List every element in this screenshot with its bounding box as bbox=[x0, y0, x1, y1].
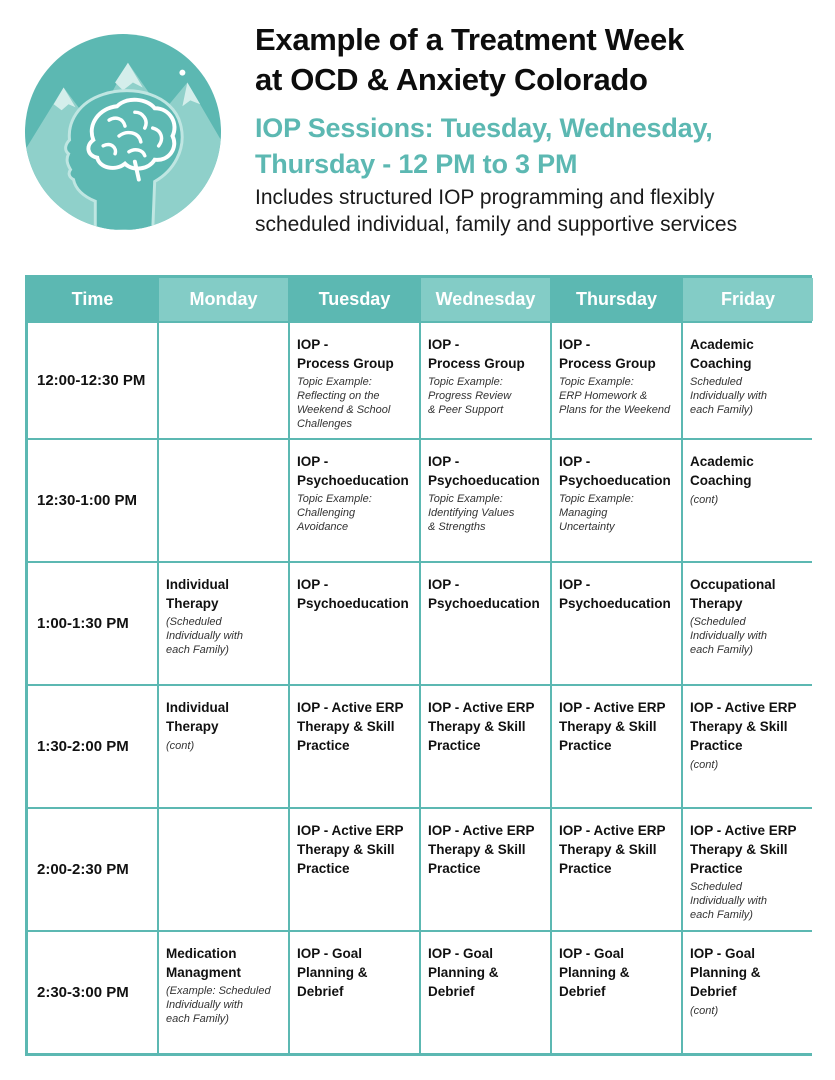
activity-line: Therapy bbox=[166, 596, 219, 611]
note-line: Topic Example: bbox=[428, 376, 503, 388]
activity-note bbox=[166, 984, 284, 1026]
note-line: (cont) bbox=[166, 740, 195, 752]
activity-line: IOP - bbox=[297, 454, 329, 469]
activity-title bbox=[559, 944, 677, 1001]
page-subtitle bbox=[255, 110, 825, 182]
activity-line: IOP - Active ERP bbox=[428, 700, 535, 715]
activity-note bbox=[297, 375, 415, 431]
activity-title bbox=[166, 575, 284, 613]
activity-line: IOP - Active ERP bbox=[559, 700, 666, 715]
activity-title bbox=[428, 575, 546, 613]
schedule-cell bbox=[421, 932, 550, 1053]
activity-title bbox=[559, 698, 677, 755]
note-line: Reflecting on the bbox=[297, 390, 380, 402]
schedule-table bbox=[25, 275, 812, 1056]
activity-line: IOP - bbox=[559, 454, 591, 469]
schedule-cell bbox=[552, 686, 681, 807]
intro-text bbox=[255, 184, 825, 238]
note-line: Topic Example: bbox=[559, 376, 634, 388]
activity-title bbox=[428, 821, 546, 878]
schedule-cell bbox=[290, 809, 419, 930]
intro-line: Includes structured IOP programming and flexibly bbox=[255, 186, 715, 209]
activity-line: Individual bbox=[166, 700, 230, 715]
note-line: each Family) bbox=[690, 909, 753, 921]
note-line: each Family) bbox=[166, 1013, 229, 1025]
page-title bbox=[255, 20, 825, 100]
activity-line: Psychoeducation bbox=[559, 596, 671, 611]
time-cell: 1:00-1:30 PM bbox=[28, 563, 157, 684]
schedule-cell bbox=[683, 323, 813, 438]
note-line: Uncertainty bbox=[559, 521, 615, 533]
activity-title bbox=[297, 452, 415, 490]
note-line: each Family) bbox=[166, 644, 229, 656]
note-line: Topic Example: bbox=[559, 493, 634, 505]
activity-line: Practice bbox=[690, 861, 743, 876]
activity-line: IOP - bbox=[428, 337, 460, 352]
activity-title bbox=[559, 335, 677, 373]
activity-note bbox=[690, 880, 809, 922]
activity-line: Process Group bbox=[428, 356, 525, 371]
activity-title bbox=[297, 944, 415, 1001]
activity-line: IOP - Active ERP bbox=[690, 823, 797, 838]
activity-note bbox=[428, 492, 546, 534]
activity-note bbox=[297, 492, 415, 534]
activity-note bbox=[166, 739, 284, 753]
schedule-cell bbox=[683, 440, 813, 561]
activity-note bbox=[690, 615, 809, 657]
schedule-cell bbox=[159, 440, 288, 561]
activity-line: IOP - bbox=[297, 337, 329, 352]
activity-note bbox=[690, 493, 809, 507]
activity-line: IOP - Goal bbox=[690, 946, 756, 961]
activity-title bbox=[559, 452, 677, 490]
activity-title bbox=[690, 452, 809, 490]
header-cell: Monday bbox=[159, 278, 288, 321]
schedule-cell bbox=[683, 932, 813, 1053]
activity-note bbox=[690, 1004, 809, 1018]
activity-title bbox=[428, 452, 546, 490]
schedule-cell bbox=[159, 809, 288, 930]
activity-line: Practice bbox=[559, 738, 612, 753]
activity-note bbox=[559, 375, 677, 417]
activity-line: IOP - bbox=[559, 337, 591, 352]
activity-line: IOP - Active ERP bbox=[297, 700, 404, 715]
page-subtitle-line: IOP Sessions: Tuesday, Wednesday, bbox=[255, 113, 713, 143]
time-cell: 12:30-1:00 PM bbox=[28, 440, 157, 561]
activity-line: Coaching bbox=[690, 356, 752, 371]
note-line: Individually with bbox=[166, 999, 244, 1011]
activity-line: Therapy & Skill bbox=[297, 719, 395, 734]
intro-line: scheduled individual, family and supportive services bbox=[255, 213, 738, 236]
activity-line: IOP - bbox=[297, 577, 329, 592]
activity-title bbox=[690, 944, 809, 1001]
activity-line: Academic bbox=[690, 337, 754, 352]
schedule-cell bbox=[159, 563, 288, 684]
activity-line: Academic bbox=[690, 454, 754, 469]
note-line: each Family) bbox=[690, 644, 753, 656]
activity-line: Therapy & Skill bbox=[428, 842, 526, 857]
schedule-cell bbox=[159, 932, 288, 1053]
activity-title bbox=[428, 335, 546, 373]
note-line: Topic Example: bbox=[428, 493, 503, 505]
activity-title bbox=[297, 821, 415, 878]
activity-line: Practice bbox=[428, 738, 481, 753]
note-line: Scheduled bbox=[690, 881, 742, 893]
activity-title bbox=[559, 575, 677, 613]
note-line: Individually with bbox=[690, 630, 768, 642]
activity-line: Occupational bbox=[690, 577, 776, 592]
activity-note bbox=[428, 375, 546, 417]
time-cell: 1:30-2:00 PM bbox=[28, 686, 157, 807]
time-cell: 2:00-2:30 PM bbox=[28, 809, 157, 930]
activity-line: Therapy bbox=[690, 596, 743, 611]
activity-line: Psychoeducation bbox=[297, 596, 409, 611]
activity-line: Therapy bbox=[166, 719, 219, 734]
schedule-cell bbox=[683, 563, 813, 684]
schedule-cell bbox=[421, 563, 550, 684]
activity-line: Debrief bbox=[559, 984, 606, 999]
header-cell: Friday bbox=[683, 278, 813, 321]
note-line: Progress Review bbox=[428, 390, 512, 402]
activity-line: Therapy & Skill bbox=[690, 842, 788, 857]
page-title-line: Example of a Treatment Week bbox=[255, 22, 684, 57]
schedule-cell bbox=[552, 323, 681, 438]
schedule-grid bbox=[28, 278, 809, 1053]
note-line: Identifying Values bbox=[428, 507, 515, 519]
activity-line: Planning & bbox=[297, 965, 368, 980]
note-line: & Peer Support bbox=[428, 404, 504, 416]
schedule-cell bbox=[552, 563, 681, 684]
time-cell: 12:00-12:30 PM bbox=[28, 323, 157, 438]
activity-line: IOP - Goal bbox=[559, 946, 625, 961]
activity-line: Practice bbox=[428, 861, 481, 876]
schedule-cell bbox=[552, 809, 681, 930]
schedule-cell bbox=[290, 323, 419, 438]
header-cell: Tuesday bbox=[290, 278, 419, 321]
activity-title bbox=[297, 335, 415, 373]
note-line: Scheduled bbox=[690, 376, 742, 388]
note-line: each Family) bbox=[690, 404, 753, 416]
schedule-cell bbox=[290, 686, 419, 807]
activity-title bbox=[428, 944, 546, 1001]
activity-note bbox=[166, 615, 284, 657]
note-line: Topic Example: bbox=[297, 376, 372, 388]
schedule-cell bbox=[159, 323, 288, 438]
activity-line: IOP - Active ERP bbox=[297, 823, 404, 838]
note-line: Individually with bbox=[690, 895, 768, 907]
activity-line: IOP - bbox=[428, 577, 460, 592]
activity-line: Psychoeducation bbox=[428, 596, 540, 611]
schedule-cell bbox=[552, 932, 681, 1053]
page-subtitle-line: Thursday - 12 PM to 3 PM bbox=[255, 149, 578, 179]
activity-line: Debrief bbox=[297, 984, 344, 999]
note-line: Weekend & School bbox=[297, 404, 391, 416]
activity-line: Planning & bbox=[690, 965, 761, 980]
header-cell: Thursday bbox=[552, 278, 681, 321]
activity-title bbox=[166, 698, 284, 736]
activity-title bbox=[297, 575, 415, 613]
note-line: (cont) bbox=[690, 1005, 719, 1017]
activity-line: Practice bbox=[559, 861, 612, 876]
schedule-cell bbox=[290, 440, 419, 561]
activity-title bbox=[428, 698, 546, 755]
activity-line: IOP - Active ERP bbox=[428, 823, 535, 838]
activity-note bbox=[690, 758, 809, 772]
header-cell: Wednesday bbox=[421, 278, 550, 321]
schedule-cell bbox=[421, 440, 550, 561]
activity-line: Therapy & Skill bbox=[559, 719, 657, 734]
activity-line: Planning & bbox=[428, 965, 499, 980]
activity-line: Coaching bbox=[690, 473, 752, 488]
header-cell: Time bbox=[28, 278, 157, 321]
activity-line: Psychoeducation bbox=[428, 473, 540, 488]
note-line: (cont) bbox=[690, 759, 719, 771]
activity-title bbox=[297, 698, 415, 755]
activity-line: Practice bbox=[690, 738, 743, 753]
schedule-cell bbox=[552, 440, 681, 561]
activity-line: Debrief bbox=[690, 984, 737, 999]
activity-line: IOP - bbox=[428, 454, 460, 469]
schedule-cell bbox=[159, 686, 288, 807]
activity-title bbox=[559, 821, 677, 878]
note-line: (Scheduled bbox=[690, 616, 746, 628]
activity-line: IOP - Goal bbox=[428, 946, 494, 961]
activity-title bbox=[690, 575, 809, 613]
activity-line: IOP - Active ERP bbox=[690, 700, 797, 715]
brain-head-mountains-icon bbox=[24, 33, 222, 231]
note-line: ERP Homework & bbox=[559, 390, 648, 402]
activity-line: Therapy & Skill bbox=[297, 842, 395, 857]
activity-line: Process Group bbox=[297, 356, 394, 371]
schedule-cell bbox=[683, 686, 813, 807]
activity-title bbox=[166, 944, 284, 982]
activity-line: Managment bbox=[166, 965, 242, 980]
activity-line: Therapy & Skill bbox=[559, 842, 657, 857]
activity-note bbox=[690, 375, 809, 417]
activity-note bbox=[559, 492, 677, 534]
activity-line: IOP - Goal bbox=[297, 946, 363, 961]
activity-title bbox=[690, 698, 809, 755]
activity-line: Psychoeducation bbox=[559, 473, 671, 488]
activity-title bbox=[690, 821, 809, 878]
note-line: Individually with bbox=[166, 630, 244, 642]
activity-line: Planning & bbox=[559, 965, 630, 980]
schedule-cell bbox=[683, 809, 813, 930]
note-line: & Strengths bbox=[428, 521, 486, 533]
schedule-cell bbox=[290, 563, 419, 684]
schedule-cell bbox=[421, 686, 550, 807]
note-line: Topic Example: bbox=[297, 493, 372, 505]
note-line: Plans for the Weekend bbox=[559, 404, 671, 416]
activity-line: Psychoeducation bbox=[297, 473, 409, 488]
note-line: (Example: Scheduled bbox=[166, 985, 271, 997]
activity-line: Practice bbox=[297, 738, 350, 753]
schedule-cell bbox=[290, 932, 419, 1053]
activity-line: Therapy & Skill bbox=[690, 719, 788, 734]
schedule-cell bbox=[421, 809, 550, 930]
activity-line: Debrief bbox=[428, 984, 475, 999]
activity-line: IOP - Active ERP bbox=[559, 823, 666, 838]
note-line: Managing bbox=[559, 507, 608, 519]
activity-line: IOP - bbox=[559, 577, 591, 592]
note-line: Challenging bbox=[297, 507, 356, 519]
note-line: Challenges bbox=[297, 418, 353, 430]
note-line: Individually with bbox=[690, 390, 768, 402]
activity-line: Therapy & Skill bbox=[428, 719, 526, 734]
activity-line: Medication bbox=[166, 946, 237, 961]
activity-line: Practice bbox=[297, 861, 350, 876]
time-cell: 2:30-3:00 PM bbox=[28, 932, 157, 1053]
note-line: Avoidance bbox=[297, 521, 349, 533]
schedule-cell bbox=[421, 323, 550, 438]
page-title-line: at OCD & Anxiety Colorado bbox=[255, 62, 648, 97]
activity-line: Process Group bbox=[559, 356, 656, 371]
note-line: (cont) bbox=[690, 494, 719, 506]
activity-line: Individual bbox=[166, 577, 230, 592]
note-line: (Scheduled bbox=[166, 616, 222, 628]
activity-title bbox=[690, 335, 809, 373]
